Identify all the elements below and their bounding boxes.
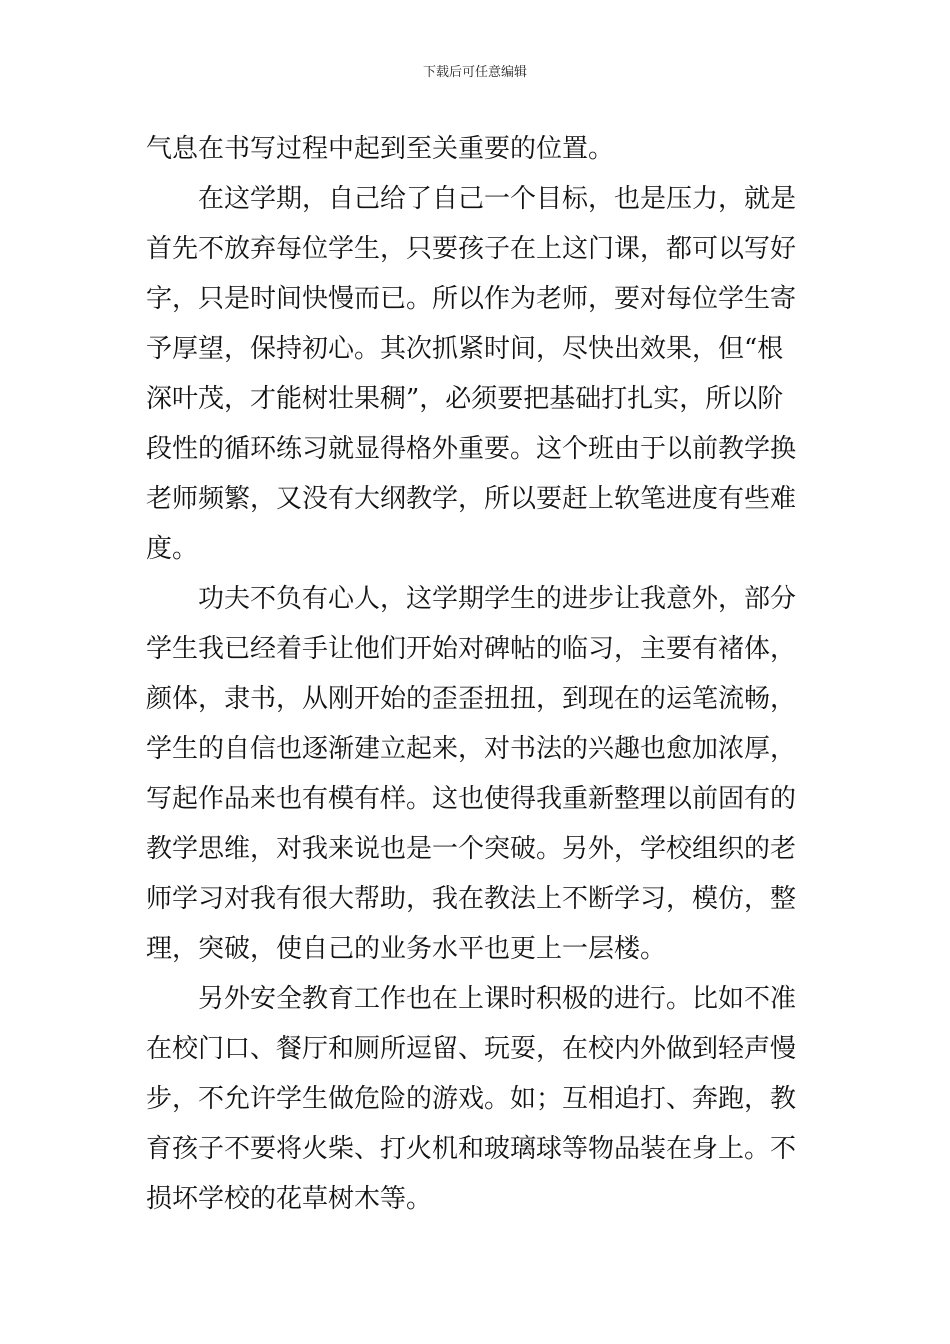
paragraph-4 bbox=[146, 974, 814, 1224]
text-line: 学生的自信也逐渐建立起来，对书法的兴趣也愈加浓厚， bbox=[146, 734, 797, 764]
text-line: 理，突破，使自己的业务水平也更上一层楼。 bbox=[146, 934, 667, 964]
text-line: 写起作品来也有模有样。这也使得我重新整理以前固有的 bbox=[146, 784, 797, 814]
text-line: 首先不放弃每位学生，只要孩子在上这门课，都可以写好 bbox=[146, 234, 797, 264]
paragraph-2 bbox=[146, 174, 814, 574]
text-line: 步，不允许学生做危险的游戏。如；互相追打、奔跑，教 bbox=[146, 1084, 797, 1114]
document-body bbox=[146, 124, 814, 1224]
text-line: 予厚望，保持初心。其次抓紧时间，尽快出效果，但“根 bbox=[146, 334, 784, 364]
text-line: 损坏学校的花草树木等。 bbox=[146, 1184, 433, 1214]
text-line: 段性的循环练习就显得格外重要。这个班由于以前教学换 bbox=[146, 434, 797, 464]
paragraph-1 bbox=[146, 124, 814, 174]
text-line: 字，只是时间快慢而已。所以作为老师，要对每位学生寄 bbox=[146, 284, 797, 314]
text-line: 在这学期，自己给了自己一个目标，也是压力，就是 bbox=[198, 184, 797, 214]
text-line: 教学思维，对我来说也是一个突破。另外，学校组织的老 bbox=[146, 834, 797, 864]
page-header: 下载后可任意编辑 bbox=[422, 65, 527, 80]
text-line: 颜体，隶书，从刚开始的歪歪扭扭，到现在的运笔流畅， bbox=[146, 684, 797, 714]
text-line: 度。 bbox=[146, 534, 199, 564]
text-line: 学生我已经着手让他们开始对碑帖的临习，主要有褚体， bbox=[146, 634, 797, 664]
text-line: 老师频繁，又没有大纲教学，所以要赶上软笔进度有些难 bbox=[146, 484, 797, 514]
text-line: 深叶茂，才能树壮果稠”，必须要把基础打扎实，所以阶 bbox=[146, 384, 784, 414]
text-line: 在校门口、餐厅和厕所逗留、玩耍，在校内外做到轻声慢 bbox=[146, 1034, 797, 1064]
text-line: 功夫不负有心人，这学期学生的进步让我意外，部分 bbox=[198, 584, 797, 614]
text-line: 气息在书写过程中起到至关重要的位置。 bbox=[146, 134, 615, 164]
text-line: 师学习对我有很大帮助，我在教法上不断学习，模仿，整 bbox=[146, 884, 797, 914]
text-line: 育孩子不要将火柴、打火机和玻璃球等物品装在身上。不 bbox=[146, 1134, 797, 1164]
paragraph-3 bbox=[146, 574, 814, 974]
text-line: 另外安全教育工作也在上课时积极的进行。比如不准 bbox=[198, 984, 797, 1014]
